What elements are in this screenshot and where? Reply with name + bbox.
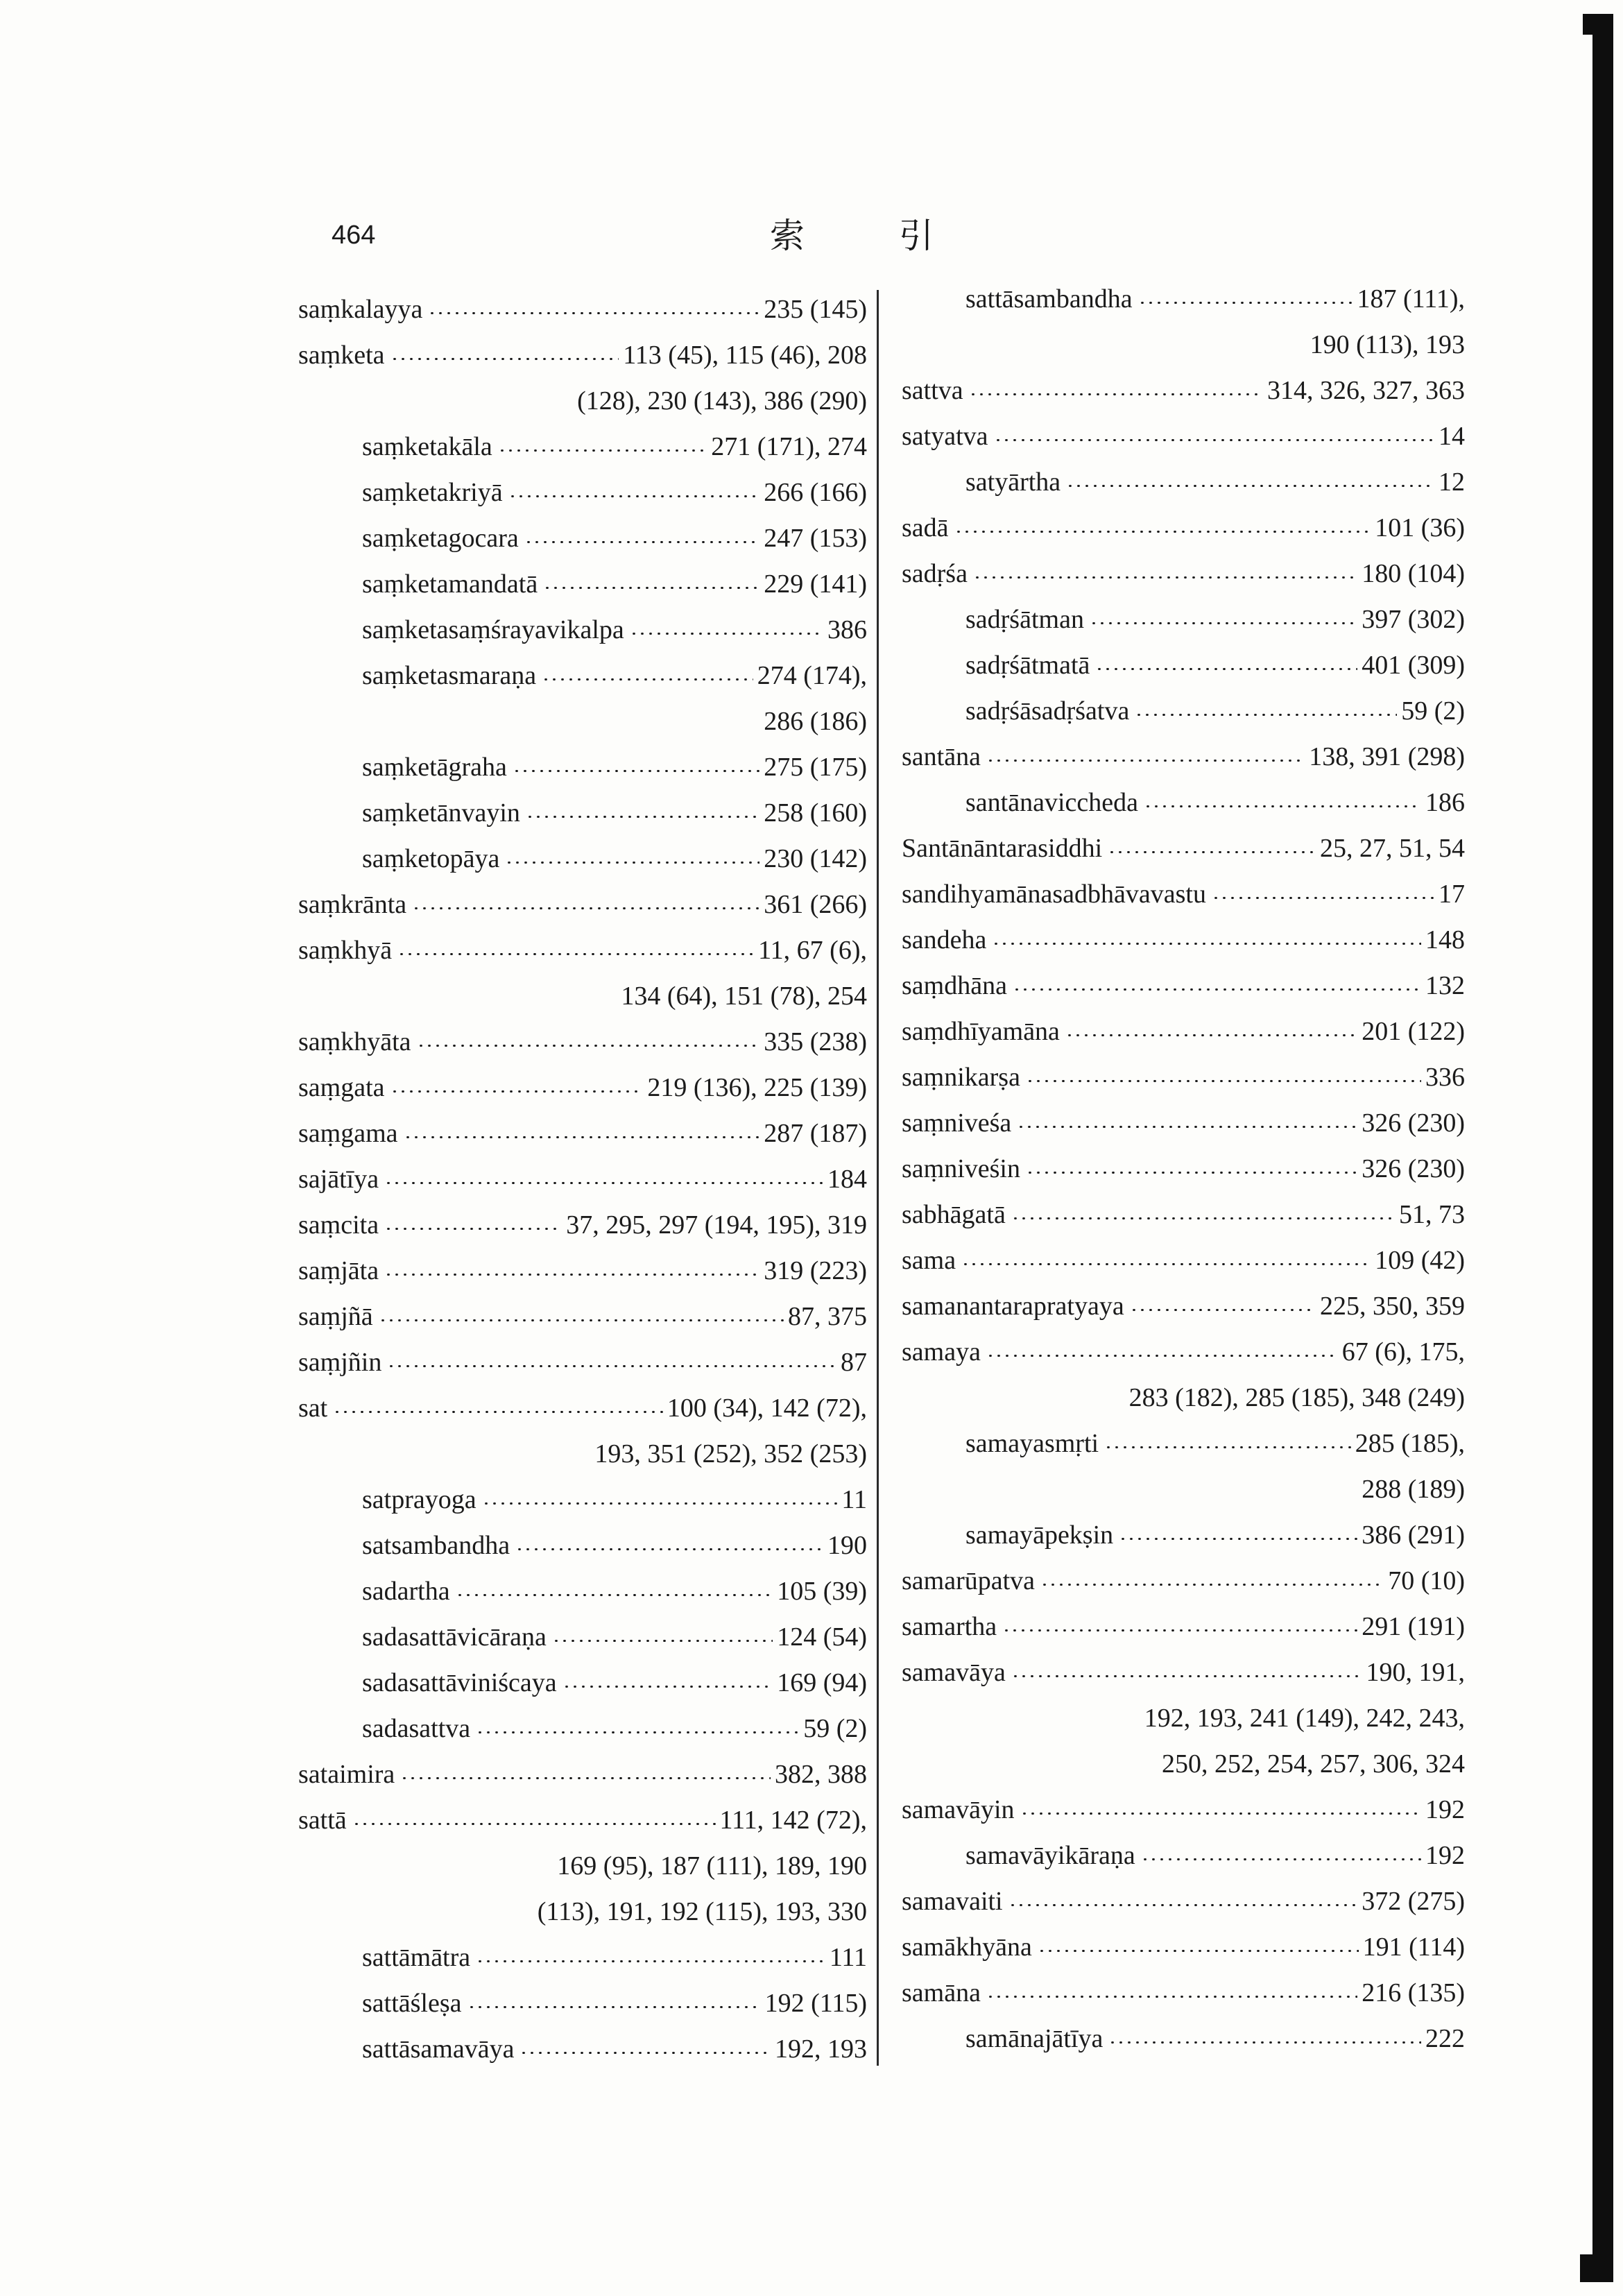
index-entry <box>298 653 867 699</box>
index-term: saṃketagocara <box>362 524 519 553</box>
dot-leader <box>543 587 759 589</box>
dot-leader <box>994 439 1434 441</box>
index-entry-continuation <box>902 322 1465 368</box>
dot-leader <box>1090 622 1357 624</box>
index-entry <box>902 1283 1465 1329</box>
index-term: sadṛśātmatā <box>965 651 1090 680</box>
page-references: 184 <box>827 1165 867 1194</box>
dot-leader <box>969 393 1263 395</box>
page-references: 361 (266) <box>764 890 867 919</box>
index-term: saṃjāta <box>298 1256 379 1285</box>
index-term: sandihyamānasadbhāvavastu <box>902 880 1206 909</box>
index-entry <box>298 1980 867 2026</box>
dot-leader <box>390 1090 644 1093</box>
page-references: 250, 252, 254, 257, 306, 324 <box>1162 1749 1465 1779</box>
page-references: 291 (191) <box>1362 1612 1465 1641</box>
index-term: saṃkrānta <box>298 890 407 919</box>
dot-leader <box>524 541 759 543</box>
index-term: saṃnikarṣa <box>902 1063 1020 1092</box>
page-references: 271 (171), 274 <box>711 432 867 461</box>
page-references: 401 (309) <box>1362 651 1465 680</box>
dot-leader <box>1020 1813 1421 1815</box>
page-references: 287 (187) <box>764 1119 867 1148</box>
index-term: samavaiti <box>902 1887 1003 1916</box>
page-references: 169 (95), 187 (111), 189, 190 <box>557 1851 867 1881</box>
index-term: sattāmātra <box>362 1943 471 1972</box>
dot-leader <box>384 1228 562 1230</box>
page-references: 138, 391 (298) <box>1309 742 1465 771</box>
dot-leader <box>526 816 759 818</box>
dot-leader <box>1038 1950 1359 1952</box>
page-references: 14 <box>1439 422 1465 451</box>
index-entry <box>902 642 1465 688</box>
dot-leader <box>513 770 759 772</box>
index-entry <box>902 413 1465 459</box>
page-references: 25, 27, 51, 54 <box>1320 834 1465 863</box>
dot-leader <box>630 633 823 635</box>
index-column-left <box>298 286 867 2072</box>
page-references: 222 <box>1425 2024 1465 2053</box>
page-references: 37, 295, 297 (194, 195), 319 <box>566 1210 867 1240</box>
index-entry <box>902 1421 1465 1466</box>
index-term: saṃjñin <box>298 1348 382 1377</box>
index-term: saṃketa <box>298 341 385 370</box>
index-entry <box>902 1604 1465 1650</box>
index-entry <box>902 1009 1465 1054</box>
index-term: samaya <box>902 1337 981 1367</box>
dot-leader <box>1141 1858 1421 1860</box>
dot-leader <box>1011 1675 1362 1677</box>
dot-leader <box>508 495 760 497</box>
page-references: 372 (275) <box>1362 1887 1465 1916</box>
page-number: 464 <box>332 221 376 250</box>
dot-leader <box>476 1731 799 1733</box>
page-references: 266 (166) <box>764 478 867 507</box>
dot-leader <box>1008 1904 1358 1906</box>
index-term: sabhāgatā <box>902 1200 1006 1229</box>
dot-leader <box>1026 1080 1421 1082</box>
dot-leader <box>333 1411 663 1413</box>
index-entry <box>902 1146 1465 1192</box>
index-term: saṃketasaṃśrayavikalpa <box>362 615 624 644</box>
page-references: 192 <box>1425 1841 1465 1870</box>
index-column-right <box>902 276 1465 2062</box>
page-references: 87 <box>841 1348 867 1377</box>
index-entry-continuation <box>298 1889 867 1935</box>
index-term: saṃniveśa <box>902 1108 1012 1138</box>
index-entry <box>298 744 867 790</box>
index-entry <box>298 836 867 882</box>
index-term: samāna <box>902 1978 981 2007</box>
page-references: 180 (104) <box>1362 559 1465 588</box>
page-references: 216 (135) <box>1362 1978 1465 2007</box>
index-entry-continuation <box>902 1741 1465 1787</box>
index-entry <box>298 1568 867 1614</box>
page-references: 134 (64), 151 (78), 254 <box>621 982 867 1011</box>
dot-leader <box>1040 1584 1384 1586</box>
index-entry <box>298 1614 867 1660</box>
index-entry <box>298 561 867 607</box>
dot-leader <box>1108 2041 1421 2044</box>
dot-leader <box>1026 1172 1357 1174</box>
index-entry <box>298 1751 867 1797</box>
index-term: sadasattāvicāraṇa <box>362 1622 547 1652</box>
index-entry-continuation <box>902 1466 1465 1512</box>
index-entry <box>902 551 1465 597</box>
index-term: sadṛśa <box>902 559 968 588</box>
dot-leader <box>397 953 754 955</box>
page-references: 274 (174), <box>757 661 867 690</box>
index-entry <box>298 927 867 973</box>
index-term: saṃgama <box>298 1119 398 1148</box>
page-references: 101 (36) <box>1375 513 1465 542</box>
index-term: satsambandha <box>362 1531 510 1560</box>
page-references: 397 (302) <box>1362 605 1465 634</box>
dot-leader <box>467 2006 761 2008</box>
index-entry <box>298 515 867 561</box>
dot-leader <box>992 943 1421 945</box>
page-references: 169 (94) <box>777 1668 867 1697</box>
index-term: santānaviccheda <box>965 788 1138 817</box>
dot-leader <box>1130 1309 1316 1311</box>
index-entry <box>902 2016 1465 2062</box>
index-entry <box>298 1477 867 1523</box>
page-references: 12 <box>1439 468 1465 497</box>
page-references: 111 <box>829 1943 867 1972</box>
index-term: saṃketakriyā <box>362 478 503 507</box>
page-references: 192 (115) <box>764 1989 867 2018</box>
index-entry <box>298 1111 867 1156</box>
index-entry <box>298 1385 867 1431</box>
page-references: 283 (182), 285 (185), 348 (249) <box>1128 1383 1465 1412</box>
index-term: sattāsamavāya <box>362 2034 515 2064</box>
index-term: sattāsambandha <box>965 284 1133 314</box>
index-entry-continuation <box>298 378 867 424</box>
dot-leader <box>1066 485 1434 487</box>
page-references: 326 (230) <box>1362 1108 1465 1138</box>
dot-leader <box>563 1686 773 1688</box>
page-references: 386 (291) <box>1362 1520 1465 1550</box>
index-term: saṃniveśin <box>902 1154 1020 1183</box>
index-entry <box>298 1935 867 1980</box>
index-term: sadartha <box>362 1577 450 1606</box>
page-references: 190 (113), 193 <box>1309 330 1465 359</box>
index-term: saṃkhyā <box>298 936 393 965</box>
page-references: 190 <box>827 1531 867 1560</box>
page-references: 87, 375 <box>788 1302 867 1331</box>
index-term: saṃketakāla <box>362 432 492 461</box>
index-entry <box>298 1660 867 1706</box>
page-references: 382, 388 <box>775 1760 867 1789</box>
index-entry <box>298 424 867 470</box>
index-entry <box>902 963 1465 1009</box>
index-term: samākhyāna <box>902 1933 1032 1962</box>
index-term: saṃkhyāta <box>298 1027 411 1056</box>
page-references: 70 (10) <box>1388 1566 1465 1595</box>
page-references: 186 <box>1425 788 1465 817</box>
page-references: 258 (160) <box>764 798 867 828</box>
dot-leader <box>1104 1446 1351 1448</box>
binding-edge <box>1592 14 1613 2282</box>
index-term: satyārtha <box>965 468 1061 497</box>
dot-leader <box>515 1548 823 1550</box>
page-references: 314, 326, 327, 363 <box>1267 376 1465 405</box>
page-references: 17 <box>1439 880 1465 909</box>
index-entry <box>902 459 1465 505</box>
dot-leader <box>973 576 1357 579</box>
index-entry-continuation <box>298 1431 867 1477</box>
page-references: 192, 193 <box>775 2034 867 2064</box>
page-references: 235 (145) <box>764 295 867 324</box>
index-term: samavāyin <box>902 1795 1015 1824</box>
dot-leader <box>954 531 1371 533</box>
index-entry <box>298 1248 867 1294</box>
page-references: 230 (142) <box>764 844 867 873</box>
page-references: 124 (54) <box>777 1622 867 1652</box>
page-references: 286 (186) <box>764 707 867 736</box>
page-references: (128), 230 (143), 386 (290) <box>577 386 867 415</box>
page-references: 336 <box>1425 1063 1465 1092</box>
index-entry <box>298 1202 867 1248</box>
index-term: samayāpekṣin <box>965 1520 1114 1550</box>
index-term: samavāya <box>902 1658 1006 1687</box>
dot-leader <box>1065 1034 1357 1036</box>
dot-leader <box>404 1136 760 1138</box>
dot-leader <box>456 1594 773 1596</box>
index-entry <box>902 1650 1465 1695</box>
index-term: sat <box>298 1394 328 1423</box>
index-entry <box>902 1192 1465 1237</box>
index-entry <box>902 1100 1465 1146</box>
index-entry <box>902 1329 1465 1375</box>
page-references: 192 <box>1425 1795 1465 1824</box>
column-divider <box>877 290 879 2066</box>
page-references: 288 (189) <box>1362 1475 1465 1504</box>
index-term: saṃdhāna <box>902 971 1007 1000</box>
dot-leader <box>1135 714 1397 716</box>
index-entry <box>298 1339 867 1385</box>
dot-leader <box>961 1263 1371 1265</box>
page-references: 148 <box>1425 925 1465 954</box>
page-references: 111, 142 (72), <box>719 1806 867 1835</box>
index-entry <box>298 1294 867 1339</box>
index-term: samartha <box>902 1612 997 1641</box>
index-entry <box>902 1054 1465 1100</box>
index-entry <box>902 505 1465 551</box>
index-term: satyatva <box>902 422 988 451</box>
index-entry <box>298 1706 867 1751</box>
dot-leader <box>1138 302 1353 304</box>
index-term: satprayoga <box>362 1485 476 1514</box>
dot-leader <box>384 1274 759 1276</box>
dot-leader <box>1017 1126 1357 1128</box>
page-references: 285 (185), <box>1355 1429 1465 1458</box>
page-references: 132 <box>1425 971 1465 1000</box>
dot-leader <box>379 1319 784 1321</box>
index-entry <box>902 1878 1465 1924</box>
page-references: 219 (136), 225 (139) <box>647 1073 867 1102</box>
dot-leader <box>519 2052 771 2054</box>
page-references: 275 (175) <box>764 753 867 782</box>
page-references: 59 (2) <box>803 1714 867 1743</box>
index-entry-continuation <box>298 699 867 744</box>
page-references: 187 (111), <box>1357 284 1465 314</box>
dot-leader <box>498 449 707 452</box>
index-entry <box>902 825 1465 871</box>
index-term: samavāyikāraṇa <box>965 1841 1135 1870</box>
index-entry <box>298 1156 867 1202</box>
index-entry <box>902 1924 1465 1970</box>
index-term: santāna <box>902 742 981 771</box>
index-entry <box>298 1523 867 1568</box>
dot-leader <box>1212 897 1434 899</box>
dot-leader <box>387 1365 836 1367</box>
page-references: (113), 191, 192 (115), 193, 330 <box>537 1897 867 1926</box>
dot-leader <box>1108 851 1316 853</box>
index-entry <box>298 1797 867 1843</box>
index-entry <box>298 882 867 927</box>
index-entry <box>902 1833 1465 1878</box>
dot-leader <box>986 1355 1338 1357</box>
index-term: sadṛśātman <box>965 605 1084 634</box>
page-references: 229 (141) <box>764 569 867 599</box>
index-entry <box>902 734 1465 780</box>
index-term: sadasattva <box>362 1714 471 1743</box>
dot-leader <box>1011 1217 1395 1219</box>
index-term: saṃkalayya <box>298 295 423 324</box>
dot-leader <box>400 1777 771 1779</box>
index-entry <box>902 780 1465 825</box>
index-entry <box>902 1787 1465 1833</box>
dot-leader <box>412 907 759 909</box>
index-entry <box>298 470 867 515</box>
dot-leader <box>552 1640 773 1642</box>
index-term: sajātīya <box>298 1165 379 1194</box>
dot-leader <box>476 1960 825 1962</box>
index-term: sadā <box>902 513 949 542</box>
index-entry <box>298 286 867 332</box>
index-entry <box>902 1512 1465 1558</box>
page-references: 67 (6), 175, <box>1341 1337 1465 1367</box>
index-entry <box>298 607 867 653</box>
page-references: 192, 193, 241 (149), 242, 243, <box>1144 1704 1465 1733</box>
dot-leader <box>986 1996 1357 1998</box>
page-references: 100 (34), 142 (72), <box>667 1394 867 1423</box>
index-term: saṃjñā <box>298 1302 373 1331</box>
index-term: sattāśleṣa <box>362 1989 462 2018</box>
index-entry <box>902 688 1465 734</box>
index-entry-continuation <box>902 1375 1465 1421</box>
page-references: 386 <box>827 615 867 644</box>
dot-leader <box>384 1182 823 1184</box>
index-term: sattva <box>902 376 963 405</box>
dot-leader <box>1013 988 1421 991</box>
dot-leader <box>542 678 753 680</box>
index-term: Santānāntarasiddhi <box>902 834 1103 863</box>
index-term: saṃketasmaraṇa <box>362 661 537 690</box>
index-term: sandeha <box>902 925 987 954</box>
index-term: saṃketopāya <box>362 844 500 873</box>
index-entry <box>902 1970 1465 2016</box>
index-term: saṃgata <box>298 1073 385 1102</box>
dot-leader <box>1144 805 1421 807</box>
dot-leader <box>505 862 759 864</box>
page-references: 335 (238) <box>764 1027 867 1056</box>
page-references: 247 (153) <box>764 524 867 553</box>
index-term: saṃcita <box>298 1210 379 1240</box>
index-term: sadṛśāsadṛśatva <box>965 696 1130 726</box>
page-references: 319 (223) <box>764 1256 867 1285</box>
index-entry <box>298 1065 867 1111</box>
index-entry <box>902 1558 1465 1604</box>
page-references: 191 (114) <box>1362 1933 1465 1962</box>
index-entry <box>902 276 1465 322</box>
index-term: saṃdhīyamāna <box>902 1017 1060 1046</box>
dot-leader <box>428 312 759 314</box>
index-term: samanantarapratyaya <box>902 1292 1124 1321</box>
page-references: 105 (39) <box>777 1577 867 1606</box>
index-entry <box>902 1237 1465 1283</box>
page-references: 11 <box>841 1485 867 1514</box>
index-entry <box>902 368 1465 413</box>
page-references: 190, 191, <box>1366 1658 1465 1687</box>
page-references: 51, 73 <box>1399 1200 1465 1229</box>
index-entry <box>298 2026 867 2072</box>
index-term: samarūpatva <box>902 1566 1036 1595</box>
index-entry-continuation <box>902 1695 1465 1741</box>
dot-leader <box>417 1045 760 1047</box>
index-term: samayasmṛti <box>965 1429 1099 1458</box>
index-term: saṃketamandatā <box>362 569 538 599</box>
index-term: sama <box>902 1246 956 1275</box>
index-entry <box>298 332 867 378</box>
running-head: 索 引 <box>770 216 975 256</box>
index-term: sattā <box>298 1806 347 1835</box>
index-entry <box>902 871 1465 917</box>
dot-leader <box>1002 1629 1357 1631</box>
index-term: sataimira <box>298 1760 395 1789</box>
index-entry <box>298 790 867 836</box>
dot-leader <box>352 1823 716 1825</box>
index-entry-continuation <box>298 973 867 1019</box>
index-term: saṃketānvayin <box>362 798 520 828</box>
page-references: 59 (2) <box>1401 696 1465 726</box>
dot-leader <box>390 358 619 360</box>
index-term: sadasattāviniścaya <box>362 1668 557 1697</box>
index-term: saṃketāgraha <box>362 753 507 782</box>
index-entry-continuation <box>298 1843 867 1889</box>
page-references: 225, 350, 359 <box>1320 1292 1465 1321</box>
index-term: samānajātīya <box>965 2024 1104 2053</box>
index-entry <box>902 917 1465 963</box>
page-references: 326 (230) <box>1362 1154 1465 1183</box>
dot-leader <box>1119 1538 1357 1540</box>
page-references: 201 (122) <box>1362 1017 1465 1046</box>
dot-leader <box>1095 668 1357 670</box>
dot-leader <box>482 1502 838 1505</box>
page-references: 113 (45), 115 (46), 208 <box>623 341 867 370</box>
index-entry <box>298 1019 867 1065</box>
page-references: 11, 67 (6), <box>758 936 867 965</box>
index-entry <box>902 597 1465 642</box>
page-references: 109 (42) <box>1375 1246 1465 1275</box>
page-references: 193, 351 (252), 352 (253) <box>594 1439 867 1468</box>
dot-leader <box>986 760 1305 762</box>
